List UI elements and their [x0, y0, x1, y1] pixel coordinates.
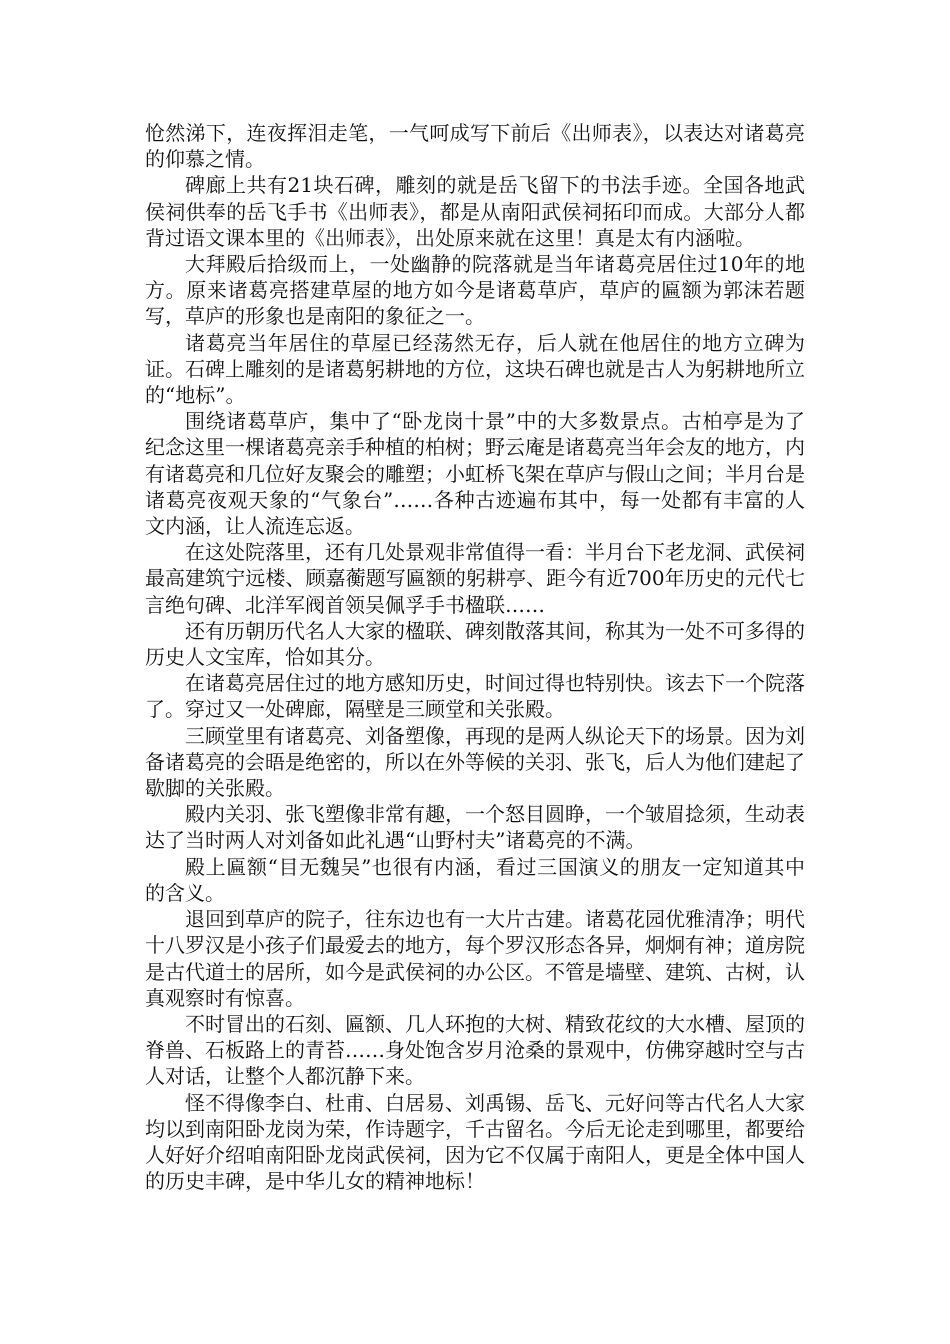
document-body	[145, 120, 805, 1194]
paragraph-ancient-details: 不时冒出的石刻、匾额、几人环抱的大树、精致花纹的大水槽、屋顶的脊兽、石板路上的青苔……身处饱含岁月沧桑的景观中，仿佛穿越时空与古人对话，让整个人都沉静下来。	[145, 1011, 805, 1089]
paragraph-couplets: 还有历朝历代名人大家的楹联、碑刻散落其间，称其为一处不可多得的历史人文宝库，恰如其分。	[145, 618, 805, 670]
paragraph-guan-zhang-statues: 殿内关羽、张飞塑像非常有趣，一个怒目圆睁，一个皱眉捻须，生动表达了当时两人对刘备如此礼遇“山野村夫”诸葛亮的不满。	[145, 802, 805, 853]
paragraph-sangu-hall: 三顾堂里有诸葛亮、刘备塑像，再现的是两人纵论天下的场景。因为刘备诸葛亮的会晤是绝密的，所以在外等候的关羽、张飞，后人为他们建起了歇脚的关张殿。	[145, 723, 805, 801]
paragraph-conclusion: 怪不得像李白、杜甫、白居易、刘禹锡、岳飞、元好问等古代名人大家均以到南阳卧龙岗为荣，作诗题字，千古留名。今后无论走到哪里，都要给人好好介绍咱南阳卧龙岗武侯祠，因为它不仅属于南阳人，更是全体中国人的历史丰碑，是中华儿女的精神地标！	[145, 1090, 805, 1194]
paragraph-plaque: 殿上匾额“目无魏吴”也很有内涵，看过三国演义的朋友一定知道其中的含义。	[145, 854, 805, 905]
paragraph-thatched-cottage: 大拜殿后拾级而上，一处幽静的院落就是当年诸葛亮居住过10年的地方。原来诸葛亮搭建草屋的地方如今是诸葛草庐，草庐的匾额为郭沫若题写，草庐的形象也是南阳的象征之一。	[145, 252, 805, 329]
paragraph-stele-landmark: 诸葛亮当年居住的草屋已经荡然无存，后人就在他居住的地方立碑为证。石碑上雕刻的是诸葛躬耕地的方位，这块石碑也就是古人为躬耕地所立的“地标”。	[145, 330, 805, 408]
paragraph-courtyard-sights: 在这处院落里，还有几处景观非常值得一看：半月台下老龙洞、武侯祠最高建筑宁远楼、顾嘉蘅题写匾额的躬耕亭、距今有近700年历史的元代七言绝句碑、北洋军阀首领吴佩孚手书楹联……	[145, 540, 805, 617]
paragraph-ten-scenes: 围绕诸葛草庐，集中了“卧龙岗十景”中的大多数景点。古柏亭是为了纪念这里一棵诸葛亮亲手种植的柏树；野云庵是诸葛亮当年会友的地方，内有诸葛亮和几位好友聚会的雕塑；小虹桥飞架在草庐与假山之间；半月台是诸葛亮夜观天象的“气象台”……各种古迹遍布其中，每一处都有丰富的人文内涵，让人流连忘返。	[145, 409, 805, 539]
paragraph-next-courtyard: 在诸葛亮居住过的地方感知历史，时间过得也特别快。该去下一个院落了。穿过又一处碑廊，隔壁是三顾堂和关张殿。	[145, 671, 805, 722]
paragraph-stele-corridor: 碑廊上共有21块石碑，雕刻的就是岳飞留下的书法手迹。全国各地武侯祠供奉的岳飞手书《出师表》，都是从南阳武侯祠拓印而成。大部分人都背过语文课本里的《出师表》，出处原来就在这里！真是太有内涵啦。	[145, 173, 805, 250]
paragraph-continued: 怆然涕下，连夜挥泪走笔，一气呵成写下前后《出师表》，以表达对诸葛亮的仰慕之情。	[145, 121, 805, 172]
paragraph-east-buildings: 退回到草庐的院子，往东边也有一大片古建。诸葛花园优雅清净；明代十八罗汉是小孩子们最爱去的地方，每个罗汉形态各异，炯炯有神；道房院是古代道士的居所，如今是武侯祠的办公区。不管是墙壁、建筑、古树，认真观察时有惊喜。	[145, 907, 805, 1010]
